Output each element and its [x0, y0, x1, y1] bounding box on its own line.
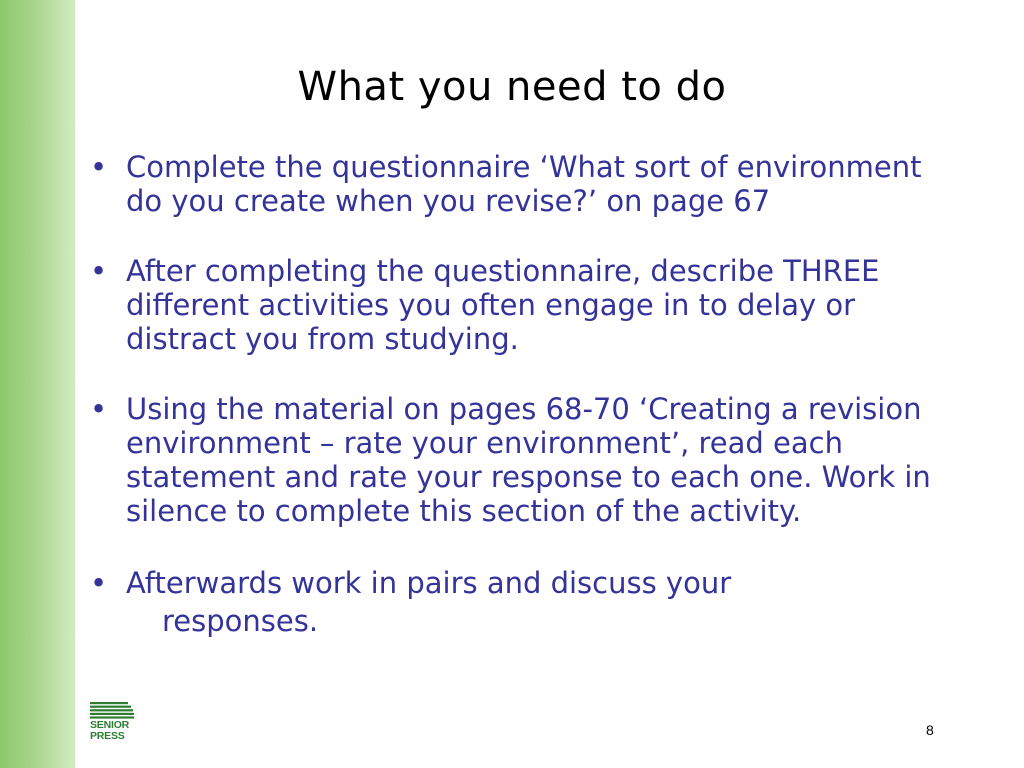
bullet-dot-icon: •	[90, 254, 108, 288]
bullet-list	[90, 150, 950, 638]
logo-text-line1: SENIOR	[90, 719, 130, 731]
bullet-item	[90, 392, 950, 528]
bullet-dot-icon: •	[90, 150, 108, 184]
page-number: 8	[926, 722, 934, 738]
bullet-dot-icon: •	[90, 566, 108, 600]
logo-text-line2: PRESS	[90, 730, 125, 742]
slide-title: What you need to do	[297, 64, 727, 110]
bullet-item	[90, 254, 950, 356]
bullet-text: Afterwards work in pairs and discuss your	[126, 566, 732, 600]
bullet-item	[90, 150, 950, 218]
bullet-text: Complete the questionnaire ‘What sort of environment do you create when you revise?’ on page 67	[126, 150, 922, 218]
bullet-text: After completing the questionnaire, describe THREE different activities you often engage in to delay or distract you from studying.	[126, 254, 880, 356]
bullet-text: Using the material on pages 68-70 ‘Creating a revision environment – rate your environment’, read each statement and rate your response to each one. Work in silence to complete this section of the activity.	[126, 392, 931, 528]
senior-press-logo	[90, 702, 140, 748]
bullet-text-continuation: responses.	[162, 604, 319, 638]
bullet-item	[90, 566, 950, 638]
bullet-dot-icon: •	[90, 392, 108, 426]
left-accent-bar	[0, 0, 75, 768]
logo-stripes-icon	[90, 702, 134, 720]
